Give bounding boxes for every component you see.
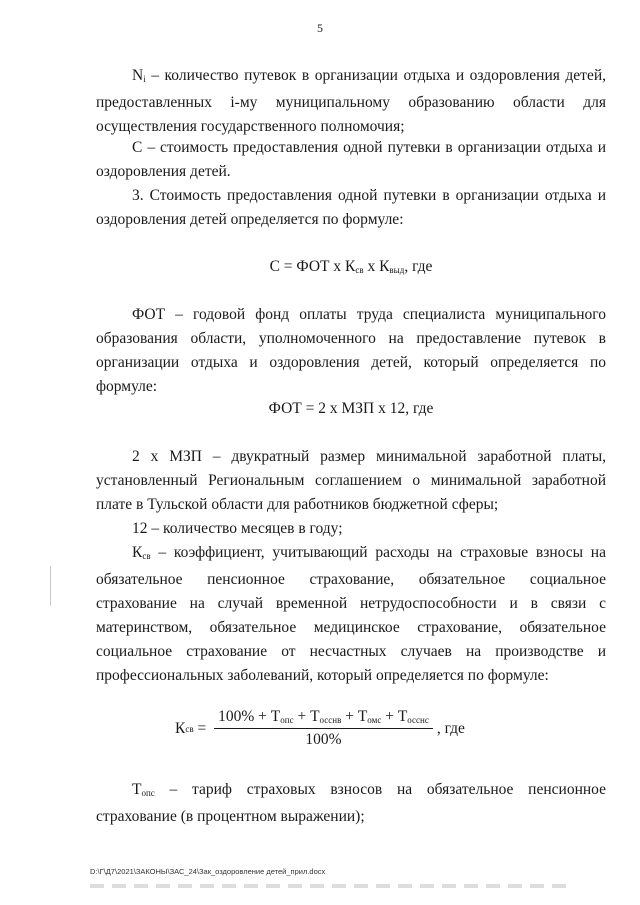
num-sub-oms: омс	[367, 715, 382, 725]
var-ksv-sub: св	[142, 551, 151, 561]
paragraph-ni-text: – количество путевок в организации отдыха и оздоровления детей, предоставленных i-му муниципальному образованию области для осуществления государственного полномочия;	[96, 67, 606, 135]
formula-ksv-numerator	[214, 708, 433, 729]
paragraph-fot-definition: ФОТ – годовой фонд оплаты труда специалиста муниципального образования области, уполномоченного на предоставление путевок в организации отдыха и оздоровления детей, который определяется по формуле:	[96, 306, 606, 395]
formula-ksv	[0, 708, 640, 749]
formula-ksv-denominator: 100%	[305, 731, 342, 748]
paragraph-item-3: 3. Стоимость предоставления одной путевки в организации отдыха и оздоровления детей определяется по формуле:	[96, 187, 606, 228]
paragraph-ksv-text: – коэффициент, учитывающий расходы на страховые взносы на обязательное пенсионное страхование, обязательное социальное страхование на случай временной нетрудоспособности и в связи с материнством, обязательное медицинское страхование, обязательное социальное страхование от несчастных случаев на производстве и профессиональных заболеваний, который определяется по формуле:	[96, 544, 606, 684]
formula-cost-part-c: , где	[404, 258, 433, 275]
formula-cost-sub-sv: св	[355, 265, 364, 275]
formula-ksv-tail: , где	[436, 719, 465, 737]
var-n: N	[132, 67, 144, 84]
formula-ksv-lhs: К	[175, 719, 186, 737]
margin-scan-mark	[50, 566, 51, 606]
formula-ksv-eq: =	[193, 719, 211, 737]
paragraph-ksv-definition	[96, 541, 606, 688]
num-part-1: 100% + Т	[218, 708, 281, 725]
num-sub-ossns: осснс	[407, 715, 429, 725]
num-part-4: + Т	[381, 708, 408, 725]
paragraph-months: 12 – количество месяцев в году;	[132, 520, 343, 537]
paragraph-ni-definition	[96, 64, 606, 139]
paragraph-tops-definition	[96, 778, 606, 829]
num-sub-ops: опс	[280, 715, 294, 725]
formula-cost-part-a: С = ФОТ х К	[269, 258, 356, 275]
footer-file-path: D:\Г\Д7\2021\ЗАКОНЫ\ЗАС_24\Зак_оздоровление детей_прил.docx	[90, 867, 326, 876]
formula-ksv-fraction	[214, 708, 433, 749]
num-part-3: + Т	[341, 708, 368, 725]
paragraph-c-definition: С – стоимость предоставления одной путевки в организации отдыха и оздоровления детей.	[96, 139, 606, 180]
formula-ksv-lhs-sub: св	[185, 723, 194, 734]
formula-cost	[96, 255, 606, 282]
var-tops-sub: опс	[141, 788, 155, 798]
num-part-2: + Т	[293, 708, 320, 725]
paragraph-tops-text: – тариф страховых взносов на обязательное пенсионное страхование (в процентном выражении);	[96, 781, 606, 825]
formula-cost-sub-vyd: выд	[389, 265, 405, 275]
formula-cost-part-b: х К	[363, 258, 390, 275]
var-n-sub: i	[143, 74, 146, 84]
var-tops: Т	[132, 781, 142, 798]
paragraph-mzp-definition: 2 х МЗП – двукратный размер минимальной заработной платы, установленный Региональным соглашением о минимальной заработной плате в Тульской области для работников бюджетной сферы;	[96, 448, 606, 513]
formula-fot: ФОТ = 2 х МЗП х 12, где	[268, 400, 434, 417]
var-ksv: К	[132, 544, 143, 561]
page-number: 5	[317, 21, 323, 35]
num-sub-ossnv: осснв	[319, 715, 342, 725]
footer-scan-artifact	[90, 884, 570, 888]
